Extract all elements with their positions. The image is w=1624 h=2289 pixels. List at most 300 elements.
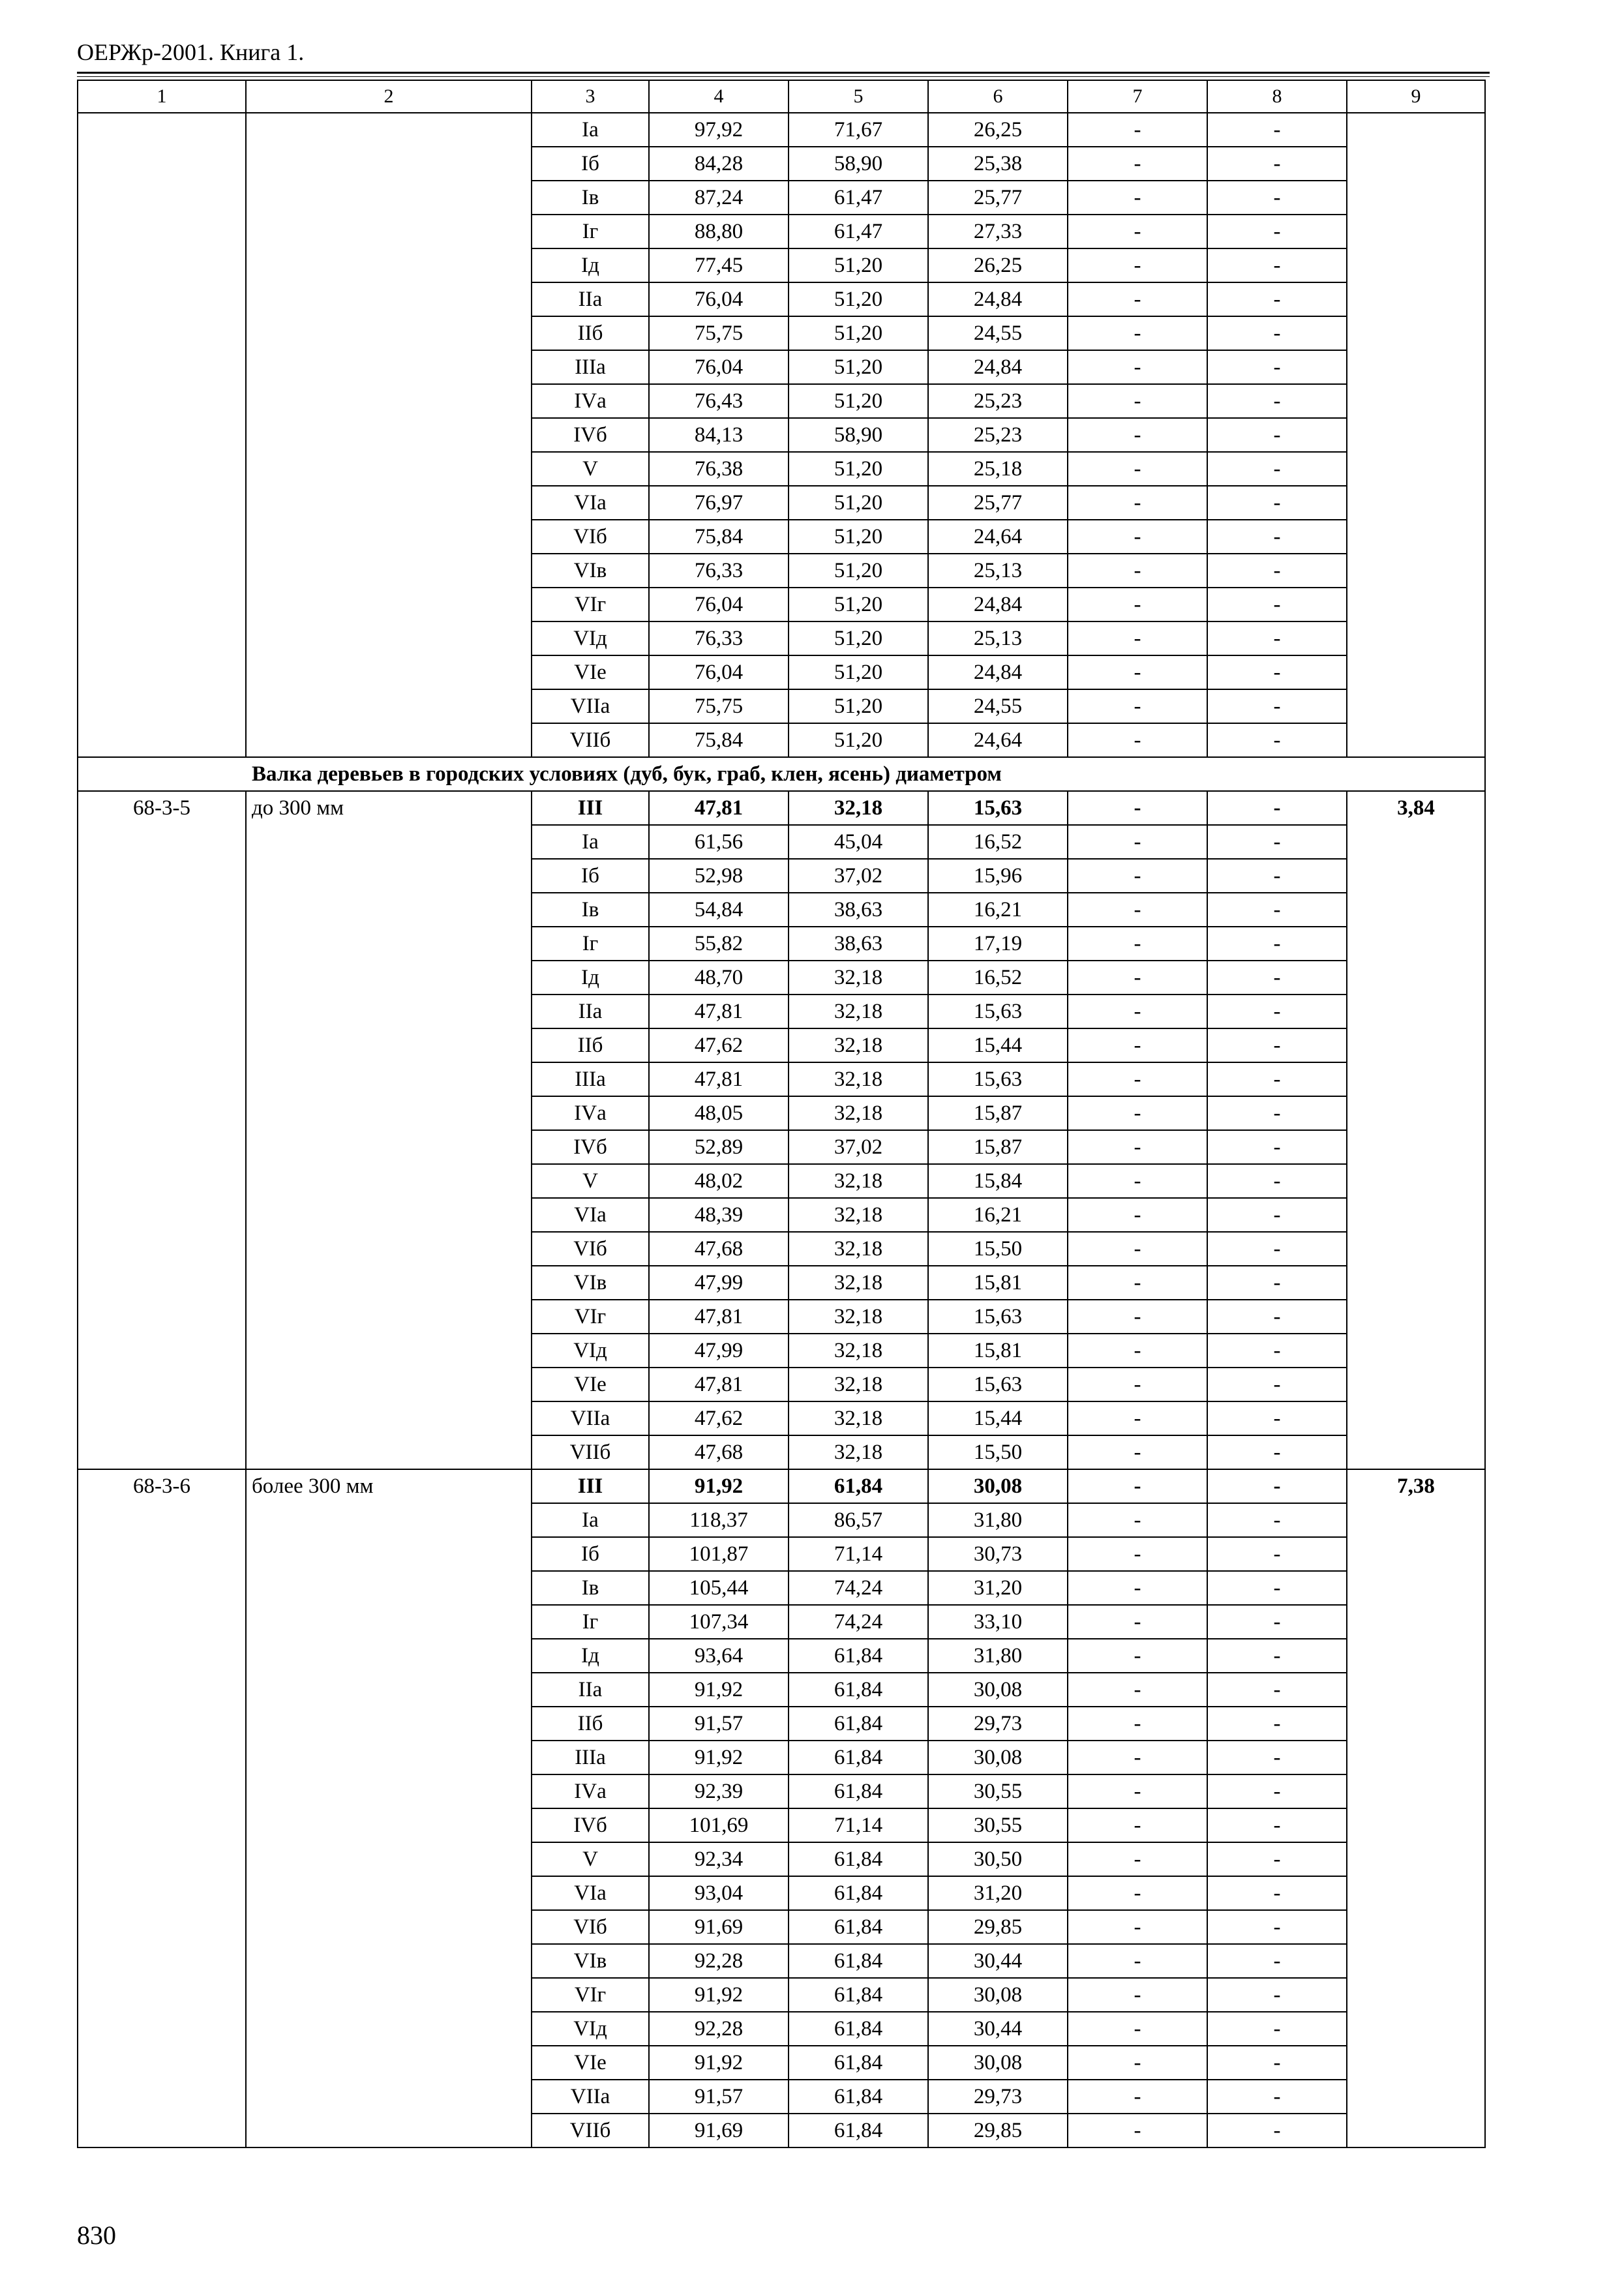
value-cell: 27,33 xyxy=(928,215,1068,248)
value-cell: 24,55 xyxy=(928,689,1068,723)
value-cell: 16,21 xyxy=(928,1198,1068,1232)
zone-cell: VIг xyxy=(532,1978,649,2012)
section-title-row xyxy=(78,757,1485,791)
value-cell: 33,10 xyxy=(928,1605,1068,1639)
value-cell: - xyxy=(1068,486,1207,520)
value-cell: 30,55 xyxy=(928,1774,1068,1808)
value-cell: - xyxy=(1207,2012,1347,2046)
name-cell: до 300 мм xyxy=(246,791,532,1469)
value-cell: - xyxy=(1068,1164,1207,1198)
value-cell: - xyxy=(1068,791,1207,825)
value-cell: - xyxy=(1068,859,1207,893)
zone-cell: V xyxy=(532,1164,649,1198)
value-cell: - xyxy=(1207,2114,1347,2147)
zone-cell: Iв xyxy=(532,181,649,215)
value-cell: - xyxy=(1068,1571,1207,1605)
page-number: 830 xyxy=(77,2221,116,2250)
value-cell: - xyxy=(1068,1876,1207,1910)
value-cell: - xyxy=(1207,1028,1347,1062)
value-cell: - xyxy=(1068,1401,1207,1435)
value-cell: - xyxy=(1068,1537,1207,1571)
value-cell: 97,92 xyxy=(649,113,789,147)
value-cell: 51,20 xyxy=(789,723,928,757)
value-cell: - xyxy=(1207,316,1347,350)
value-cell: 51,20 xyxy=(789,689,928,723)
value-cell: 61,84 xyxy=(789,1741,928,1774)
value-cell: - xyxy=(1207,588,1347,621)
value-cell: 91,92 xyxy=(649,2046,789,2080)
value-cell: 47,62 xyxy=(649,1028,789,1062)
value-cell: - xyxy=(1207,520,1347,554)
value-cell: 91,92 xyxy=(649,1469,789,1503)
value-cell: 15,44 xyxy=(928,1028,1068,1062)
value-cell: - xyxy=(1207,791,1347,825)
value-cell: 30,50 xyxy=(928,1842,1068,1876)
zone-cell: VIIа xyxy=(532,1401,649,1435)
zone-cell: Iд xyxy=(532,961,649,995)
value-cell: 15,96 xyxy=(928,859,1068,893)
column-number: 1 xyxy=(78,80,246,113)
zone-cell: VIв xyxy=(532,1266,649,1300)
value-cell: - xyxy=(1207,384,1347,418)
value-cell: 75,75 xyxy=(649,689,789,723)
name-cell xyxy=(246,113,532,757)
value-cell: 76,04 xyxy=(649,350,789,384)
zone-cell: VIIа xyxy=(532,689,649,723)
value-cell: 29,85 xyxy=(928,2114,1068,2147)
value-cell: - xyxy=(1207,215,1347,248)
table-row xyxy=(78,791,1485,825)
value-cell: - xyxy=(1207,181,1347,215)
value-cell: - xyxy=(1207,1401,1347,1435)
value-cell: - xyxy=(1068,2080,1207,2114)
header-rule-thin xyxy=(77,76,1490,77)
zone-cell: IIIа xyxy=(532,1741,649,1774)
value-cell: 30,73 xyxy=(928,1537,1068,1571)
value-cell: - xyxy=(1068,1469,1207,1503)
zone-cell: VIа xyxy=(532,486,649,520)
value-cell: - xyxy=(1207,961,1347,995)
value-cell: - xyxy=(1207,1266,1347,1300)
zone-cell: Iг xyxy=(532,927,649,961)
col9-cell: 7,38 xyxy=(1347,1469,1485,2147)
value-cell: 32,18 xyxy=(789,791,928,825)
value-cell: 24,55 xyxy=(928,316,1068,350)
value-cell: 91,57 xyxy=(649,1707,789,1741)
value-cell: - xyxy=(1207,1944,1347,1978)
value-cell: 71,14 xyxy=(789,1537,928,1571)
value-cell: - xyxy=(1068,2012,1207,2046)
value-cell: 101,87 xyxy=(649,1537,789,1571)
value-cell: - xyxy=(1068,418,1207,452)
zone-cell: Iг xyxy=(532,1605,649,1639)
value-cell: - xyxy=(1068,1028,1207,1062)
zone-cell: V xyxy=(532,452,649,486)
value-cell: 76,43 xyxy=(649,384,789,418)
value-cell: - xyxy=(1207,1062,1347,1096)
zone-cell: IIб xyxy=(532,1707,649,1741)
value-cell: 92,39 xyxy=(649,1774,789,1808)
value-cell: - xyxy=(1207,1673,1347,1707)
value-cell: 118,37 xyxy=(649,1503,789,1537)
value-cell: - xyxy=(1207,1741,1347,1774)
value-cell: - xyxy=(1068,995,1207,1028)
zone-cell: VIIб xyxy=(532,2114,649,2147)
value-cell: 91,92 xyxy=(649,1978,789,2012)
value-cell: - xyxy=(1068,1062,1207,1096)
value-cell: 29,85 xyxy=(928,1910,1068,1944)
value-cell: 74,24 xyxy=(789,1571,928,1605)
value-cell: 61,84 xyxy=(789,1774,928,1808)
value-cell: 51,20 xyxy=(789,248,928,282)
value-cell: 75,84 xyxy=(649,520,789,554)
value-cell: - xyxy=(1207,1537,1347,1571)
value-cell: 77,45 xyxy=(649,248,789,282)
value-cell: - xyxy=(1068,1808,1207,1842)
value-cell: - xyxy=(1068,1707,1207,1741)
zone-cell: IIб xyxy=(532,316,649,350)
value-cell: 29,73 xyxy=(928,2080,1068,2114)
value-cell: 31,80 xyxy=(928,1503,1068,1537)
value-cell: 25,77 xyxy=(928,181,1068,215)
value-cell: 61,84 xyxy=(789,2080,928,2114)
value-cell: - xyxy=(1068,1741,1207,1774)
column-number: 7 xyxy=(1068,80,1207,113)
value-cell: - xyxy=(1068,1368,1207,1401)
column-number: 3 xyxy=(532,80,649,113)
value-cell: 32,18 xyxy=(789,1232,928,1266)
value-cell: - xyxy=(1207,825,1347,859)
value-cell: 15,63 xyxy=(928,791,1068,825)
value-cell: - xyxy=(1207,1469,1347,1503)
value-cell: - xyxy=(1207,1096,1347,1130)
value-cell: 32,18 xyxy=(789,1062,928,1096)
value-cell: - xyxy=(1207,1808,1347,1842)
value-cell: - xyxy=(1068,215,1207,248)
value-cell: 32,18 xyxy=(789,1198,928,1232)
value-cell: 15,50 xyxy=(928,1232,1068,1266)
zone-cell: IIIа xyxy=(532,1062,649,1096)
zone-cell: Iа xyxy=(532,113,649,147)
value-cell: 93,04 xyxy=(649,1876,789,1910)
value-cell: 45,04 xyxy=(789,825,928,859)
value-cell: 47,68 xyxy=(649,1232,789,1266)
value-cell: 47,81 xyxy=(649,1300,789,1334)
value-cell: 24,84 xyxy=(928,282,1068,316)
value-cell: 24,84 xyxy=(928,588,1068,621)
value-cell: 25,18 xyxy=(928,452,1068,486)
zone-cell: VIIа xyxy=(532,2080,649,2114)
zone-cell: IIб xyxy=(532,1028,649,1062)
value-cell: - xyxy=(1207,689,1347,723)
value-cell: - xyxy=(1207,1164,1347,1198)
table-row xyxy=(78,1469,1485,1503)
value-cell: - xyxy=(1068,689,1207,723)
value-cell: 48,70 xyxy=(649,961,789,995)
zone-cell: Iг xyxy=(532,215,649,248)
zone-cell: VIв xyxy=(532,1944,649,1978)
value-cell: 24,64 xyxy=(928,723,1068,757)
column-number: 2 xyxy=(246,80,532,113)
code-cell: 68-3-6 xyxy=(78,1469,246,2147)
value-cell: 61,84 xyxy=(789,1876,928,1910)
value-cell: - xyxy=(1207,452,1347,486)
value-cell: 51,20 xyxy=(789,588,928,621)
value-cell: 15,81 xyxy=(928,1266,1068,1300)
value-cell: 75,75 xyxy=(649,316,789,350)
value-cell: 32,18 xyxy=(789,1028,928,1062)
value-cell: - xyxy=(1207,350,1347,384)
value-cell: 30,44 xyxy=(928,1944,1068,1978)
zone-cell: III xyxy=(532,1469,649,1503)
value-cell: - xyxy=(1207,1130,1347,1164)
value-cell: - xyxy=(1068,1266,1207,1300)
value-cell: 26,25 xyxy=(928,248,1068,282)
zone-cell: V xyxy=(532,1842,649,1876)
value-cell: 51,20 xyxy=(789,316,928,350)
value-cell: 61,47 xyxy=(789,181,928,215)
value-cell: 47,81 xyxy=(649,791,789,825)
value-cell: 30,08 xyxy=(928,1673,1068,1707)
zone-cell: VIг xyxy=(532,1300,649,1334)
value-cell: - xyxy=(1068,384,1207,418)
zone-cell: VIб xyxy=(532,1232,649,1266)
zone-cell: Iа xyxy=(532,1503,649,1537)
value-cell: - xyxy=(1207,1571,1347,1605)
value-cell: - xyxy=(1068,1096,1207,1130)
value-cell: 91,57 xyxy=(649,2080,789,2114)
value-cell: 105,44 xyxy=(649,1571,789,1605)
value-cell: 71,14 xyxy=(789,1808,928,1842)
value-cell: 47,68 xyxy=(649,1435,789,1469)
zone-cell: VIд xyxy=(532,2012,649,2046)
value-cell: 24,64 xyxy=(928,520,1068,554)
value-cell: 61,84 xyxy=(789,2046,928,2080)
value-cell: 47,81 xyxy=(649,1062,789,1096)
value-cell: 76,04 xyxy=(649,282,789,316)
value-cell: - xyxy=(1207,554,1347,588)
value-cell: 30,44 xyxy=(928,2012,1068,2046)
name-cell: более 300 мм xyxy=(246,1469,532,2147)
value-cell: - xyxy=(1207,282,1347,316)
zone-cell: IIа xyxy=(532,282,649,316)
value-cell: 17,19 xyxy=(928,927,1068,961)
value-cell: 29,73 xyxy=(928,1707,1068,1741)
value-cell: 61,84 xyxy=(789,2012,928,2046)
zone-cell: VIе xyxy=(532,2046,649,2080)
zone-cell: VIб xyxy=(532,520,649,554)
value-cell: - xyxy=(1068,248,1207,282)
value-cell: 16,21 xyxy=(928,893,1068,927)
zone-cell: Iа xyxy=(532,825,649,859)
value-cell: 74,24 xyxy=(789,1605,928,1639)
value-cell: 47,62 xyxy=(649,1401,789,1435)
value-cell: - xyxy=(1207,621,1347,655)
value-cell: 32,18 xyxy=(789,1300,928,1334)
value-cell: 15,84 xyxy=(928,1164,1068,1198)
value-cell: - xyxy=(1068,113,1207,147)
value-cell: - xyxy=(1068,655,1207,689)
value-cell: 30,55 xyxy=(928,1808,1068,1842)
code-cell: 68-3-5 xyxy=(78,791,246,1469)
value-cell: 76,04 xyxy=(649,655,789,689)
zone-cell: VIе xyxy=(532,1368,649,1401)
value-cell: - xyxy=(1068,2046,1207,2080)
zone-cell: VIб xyxy=(532,1910,649,1944)
column-number: 4 xyxy=(649,80,789,113)
value-cell: 88,80 xyxy=(649,215,789,248)
value-cell: - xyxy=(1068,1842,1207,1876)
rates-table xyxy=(77,80,1486,2148)
value-cell: - xyxy=(1068,554,1207,588)
value-cell: 91,69 xyxy=(649,2114,789,2147)
value-cell: 32,18 xyxy=(789,1435,928,1469)
value-cell: 48,05 xyxy=(649,1096,789,1130)
value-cell: 38,63 xyxy=(789,927,928,961)
zone-cell: VIе xyxy=(532,655,649,689)
zone-cell: IVб xyxy=(532,1808,649,1842)
value-cell: - xyxy=(1207,1605,1347,1639)
value-cell: - xyxy=(1068,621,1207,655)
value-cell: - xyxy=(1207,1707,1347,1741)
header-rule-thick xyxy=(77,72,1490,74)
col9-cell xyxy=(1347,113,1485,757)
value-cell: - xyxy=(1068,723,1207,757)
value-cell: - xyxy=(1068,1978,1207,2012)
value-cell: - xyxy=(1068,1198,1207,1232)
value-cell: 76,97 xyxy=(649,486,789,520)
zone-cell: VIа xyxy=(532,1198,649,1232)
value-cell: - xyxy=(1068,825,1207,859)
value-cell: 51,20 xyxy=(789,350,928,384)
value-cell: 61,84 xyxy=(789,1639,928,1673)
value-cell: - xyxy=(1068,282,1207,316)
value-cell: 52,98 xyxy=(649,859,789,893)
value-cell: 52,89 xyxy=(649,1130,789,1164)
value-cell: 24,84 xyxy=(928,350,1068,384)
value-cell: 32,18 xyxy=(789,1164,928,1198)
value-cell: 84,13 xyxy=(649,418,789,452)
value-cell: 92,28 xyxy=(649,1944,789,1978)
value-cell: - xyxy=(1207,486,1347,520)
value-cell: - xyxy=(1207,1435,1347,1469)
value-cell: 76,04 xyxy=(649,588,789,621)
zone-cell: IVа xyxy=(532,1096,649,1130)
zone-cell: Iв xyxy=(532,893,649,927)
value-cell: - xyxy=(1068,1130,1207,1164)
value-cell: - xyxy=(1068,961,1207,995)
value-cell: - xyxy=(1207,927,1347,961)
value-cell: 32,18 xyxy=(789,961,928,995)
value-cell: - xyxy=(1207,1232,1347,1266)
value-cell: 47,99 xyxy=(649,1266,789,1300)
value-cell: - xyxy=(1068,520,1207,554)
value-cell: 61,84 xyxy=(789,1673,928,1707)
value-cell: 15,63 xyxy=(928,1368,1068,1401)
column-number: 9 xyxy=(1347,80,1485,113)
value-cell: 15,81 xyxy=(928,1334,1068,1368)
value-cell: 32,18 xyxy=(789,1401,928,1435)
value-cell: 51,20 xyxy=(789,655,928,689)
value-cell: 15,87 xyxy=(928,1096,1068,1130)
value-cell: 76,38 xyxy=(649,452,789,486)
value-cell: - xyxy=(1068,1605,1207,1639)
value-cell: 91,92 xyxy=(649,1673,789,1707)
zone-cell: Iв xyxy=(532,1571,649,1605)
value-cell: 25,77 xyxy=(928,486,1068,520)
value-cell: 61,84 xyxy=(789,1978,928,2012)
value-cell: 58,90 xyxy=(789,418,928,452)
value-cell: - xyxy=(1068,1300,1207,1334)
value-cell: 15,50 xyxy=(928,1435,1068,1469)
value-cell: - xyxy=(1207,1842,1347,1876)
value-cell: - xyxy=(1068,350,1207,384)
value-cell: 61,84 xyxy=(789,2114,928,2147)
zone-cell: IVа xyxy=(532,384,649,418)
column-number: 5 xyxy=(789,80,928,113)
value-cell: - xyxy=(1207,1876,1347,1910)
value-cell: - xyxy=(1207,1300,1347,1334)
value-cell: - xyxy=(1068,1639,1207,1673)
value-cell: 61,84 xyxy=(789,1842,928,1876)
value-cell: - xyxy=(1068,181,1207,215)
value-cell: - xyxy=(1068,1232,1207,1266)
value-cell: - xyxy=(1207,1198,1347,1232)
table-row xyxy=(78,113,1485,147)
value-cell: - xyxy=(1068,588,1207,621)
value-cell: 26,25 xyxy=(928,113,1068,147)
value-cell: 54,84 xyxy=(649,893,789,927)
value-cell: 61,84 xyxy=(789,1707,928,1741)
value-cell: - xyxy=(1207,655,1347,689)
value-cell: 32,18 xyxy=(789,1334,928,1368)
value-cell: 61,84 xyxy=(789,1910,928,1944)
value-cell: - xyxy=(1207,1774,1347,1808)
value-cell: 38,63 xyxy=(789,893,928,927)
zone-cell: IVа xyxy=(532,1774,649,1808)
value-cell: 76,33 xyxy=(649,554,789,588)
zone-cell: Iд xyxy=(532,1639,649,1673)
value-cell: - xyxy=(1068,893,1207,927)
value-cell: 15,87 xyxy=(928,1130,1068,1164)
value-cell: 15,63 xyxy=(928,995,1068,1028)
value-cell: 32,18 xyxy=(789,1266,928,1300)
value-cell: 51,20 xyxy=(789,520,928,554)
column-number-row xyxy=(78,80,1485,113)
value-cell: 31,20 xyxy=(928,1571,1068,1605)
value-cell: 58,90 xyxy=(789,147,928,181)
value-cell: 61,84 xyxy=(789,1469,928,1503)
value-cell: 92,28 xyxy=(649,2012,789,2046)
value-cell: - xyxy=(1207,147,1347,181)
column-number: 8 xyxy=(1207,80,1347,113)
section-title: Валка деревьев в городских условиях (дуб, бук, граб, клен, ясень) диаметром xyxy=(78,757,1485,791)
zone-cell: VIг xyxy=(532,588,649,621)
value-cell: - xyxy=(1207,995,1347,1028)
value-cell: - xyxy=(1068,147,1207,181)
value-cell: - xyxy=(1068,1774,1207,1808)
value-cell: 32,18 xyxy=(789,1096,928,1130)
value-cell: 51,20 xyxy=(789,621,928,655)
value-cell: 25,23 xyxy=(928,384,1068,418)
value-cell: 61,56 xyxy=(649,825,789,859)
value-cell: - xyxy=(1207,1910,1347,1944)
value-cell: 37,02 xyxy=(789,1130,928,1164)
value-cell: 75,84 xyxy=(649,723,789,757)
value-cell: 30,08 xyxy=(928,1978,1068,2012)
value-cell: 15,63 xyxy=(928,1300,1068,1334)
value-cell: 47,81 xyxy=(649,1368,789,1401)
